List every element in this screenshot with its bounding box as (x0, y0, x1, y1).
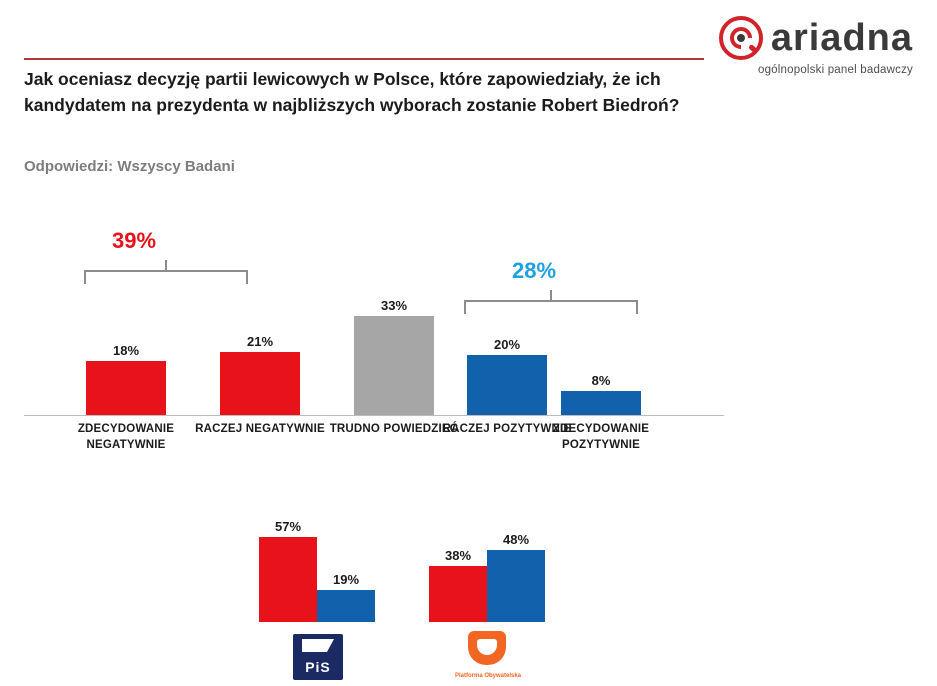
page-subtitle: Odpowiedzi: Wszyscy Badani (24, 158, 235, 175)
bar-3 (354, 316, 434, 415)
bar-1 (86, 361, 166, 415)
pis-positive-value: 19% (332, 572, 360, 587)
bar-2 (220, 352, 300, 415)
category-label-2-text: RACZEJ NEGATYWNIE (195, 423, 325, 435)
pis-logo-icon (260, 634, 376, 680)
pis-negative-column (259, 519, 317, 622)
bar-4 (467, 355, 547, 415)
ariadna-spiral-icon (719, 16, 763, 60)
category-label-3-text: TRUDNO POWIEDZIEĆ (329, 423, 459, 435)
bracket-tick-positive (550, 290, 552, 300)
category-label-1 (56, 422, 196, 453)
po-positive-column (487, 532, 545, 622)
bar-value-5: 8% (591, 373, 611, 388)
header-divider (24, 58, 704, 60)
brand-logo-row (719, 16, 913, 60)
bar-column-2 (220, 334, 300, 415)
bracket-positive (464, 300, 638, 314)
bar-value-1: 18% (112, 343, 140, 358)
po-positive-value: 48% (502, 532, 530, 547)
bar-column-1 (86, 343, 166, 415)
category-label-5 (531, 422, 671, 453)
pis-flag-shape (302, 639, 334, 652)
bar-column-5 (561, 373, 641, 415)
category-label-4-text: RACZEJ POZYTYWNIE (442, 423, 572, 435)
bar-value-3: 33% (380, 298, 408, 313)
po-negative-bar (429, 566, 487, 622)
pis-positive-bar (317, 590, 375, 622)
pis-positive-column (317, 572, 375, 622)
pis-badge-shape (293, 634, 343, 680)
bar-5 (561, 391, 641, 415)
po-shield-shape (468, 631, 506, 665)
bracket-negative (84, 270, 248, 284)
group-total-positive: 28% (511, 258, 557, 283)
party-group-pis (259, 519, 375, 622)
po-negative-value: 38% (444, 548, 472, 563)
page-title: Jak oceniasz decyzję partii lewicowych w Polsce, które zapowiedziały, że ich kandydatem na prezydenta w najbliższych wyborach zostanie Robert Biedroń? (24, 69, 680, 116)
bar-value-4: 20% (493, 337, 521, 352)
brand-logo (719, 16, 913, 76)
po-label: Platforma Obywatelska (454, 673, 522, 680)
group-total-negative: 39% (111, 228, 157, 253)
brand-tagline: ogólnopolski panel badawczy (757, 64, 913, 76)
po-logo-icon (430, 631, 546, 680)
pis-label: PiS (305, 659, 331, 675)
pis-negative-bar (259, 537, 317, 622)
bar-value-2: 21% (246, 334, 274, 349)
category-label-5-text: ZDECYDOWANIE POZYTYWNIE (552, 423, 650, 451)
chart-baseline (24, 415, 724, 416)
po-badge-shape (468, 631, 508, 671)
po-negative-column (429, 548, 487, 622)
party-bar-chart (24, 500, 724, 680)
party-group-po (429, 532, 545, 622)
category-label-1-text: ZDECYDOWANIE NEGATYWNIE (77, 423, 175, 451)
brand-name: ariadna (770, 17, 913, 59)
po-positive-bar (487, 550, 545, 622)
bracket-tick-negative (165, 260, 167, 270)
bar-column-3 (354, 298, 434, 415)
main-bar-chart (24, 210, 724, 470)
pis-negative-value: 57% (274, 519, 302, 534)
bar-column-4 (467, 337, 547, 415)
category-label-2 (190, 422, 330, 438)
